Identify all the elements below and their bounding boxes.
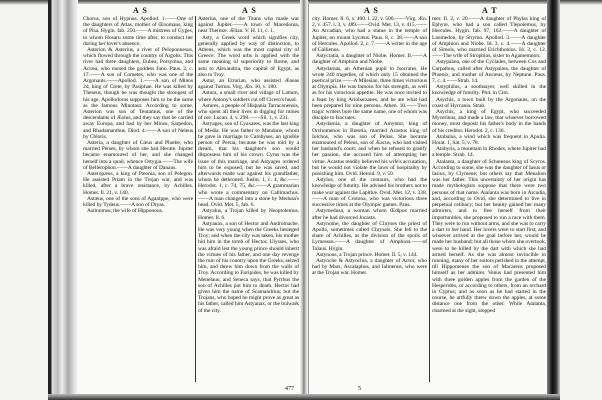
dictionary-entry: Chorus, son of Hypnus. Apollod. 1.——One of the daughters of Atlas, mother of Œnomaus, king of Pisa. Hygin. fab. 250.——A mistress of Gyges, to whom Hosaru some time after, to conduct her during her lover's absence. [83,16,193,47]
dictionary-entry: Atabyris, a mountain in Rhodes, where Jupiter had a temple. Strab. 14. [432,146,546,159]
left-page-header-2: A S [242,6,257,15]
dictionary-entry: Astycratia, a daughter of Niobe. Homer. Il.——A daughter of Amphion and Niobe. [312,53,427,66]
dictionary-entry: Astylus, one of the centaurs, who had the knowledge of futurity. He advised his brothers not to make war against the Lapithæ. Ovid. Met. 12, v. 338.——A man of Crotona, who was victorious three successive times at the Olympic games. Paus. [312,177,427,209]
dictionary-entry: Astura, a small river and village of Latium, where Antony's soldiers cut off Cicero's head. [198,90,299,103]
right-page-header-2: A T [482,6,498,15]
book-bottom-edge [48,394,560,400]
right-page-header-1: A S [364,6,379,15]
dictionary-entry: Astyphilus, a soothsayer, well skilled in the knowledge of futurity. Plut. in Cim. [432,84,546,97]
dictionary-entry: Astydamas, an Athenian pupil to Isocrates. He wrote 240 tragedies, of which only 15 obtained the poetical prize.——A Milesian, three times victorious at Olympia. He was famous for his strength, as well as for his voracious appetite. He was once invited to a feast by king Ariobarzanes, and he ate what had been prepared for nine persons. Athen. 10.——Two tragic writers bore the same name, one of whom was disciple to Isocrates. [312,65,427,122]
dictionary-entry: Astydamia, a daughter of Amyntor, king of Orchomenos in Bœotia, married Acastus king of Iolchos, who was son of Pelias. She became enamoured of Peleus, son of Æacus, who had visited her husband's court; and when he refused to gratify her passion, she accused him of attempting her virtue. Acastus readily believed his wife's accusation, but he would not violate the laws of hospitality by punishing him. Ovid. Heroid. 9, v. 50. [312,121,427,178]
dictionary-entry: Astymedusa, a woman whom Œdipus married after he had divorced Jocasta. [312,208,427,221]
dictionary-entry: Astyages, son of Cyaxares, was the last king of Media. He was father to Mandane, whom he gave in marriage to Cambyses, an ignoble person of Persia, because he was told by a dream, that his daughter's son would dispossess him of his crown. Cyrus was the issue of this marriage, and Astyages ordered him to be exposed, but he was saved, and afterwards made war against his grandfather, whom he dethroned. Justin. 1, c. 4, &c.——Herodot. 1, c. 74, 75, &c.——A grammarian who wrote a commentary on Callimachus.——A man changed into a stone by Medusa's head. Ovid. Met. 5, fab. 6. [198,121,299,209]
left-page-column-2 [198,16,299,314]
dictionary-entry: Asteria, a daughter of Cœus and Phœbe, who married Perses, by whom she had Hecate. Jupiter became enamoured of her, and she changed herself into a quail, whence Ortygia.——The wife of Bellerophon.——A daughter of Danaus. [83,140,193,171]
dictionary-entry: Astypalæa, one of the Cyclades, between Cos and Carpathus, called after Astypalæa, the daughter of Phœnix, and mother of Ancæus, by Neptune. Paus. 7, c. 4.——Strab. 14. [432,59,546,85]
book-right-edge [547,0,560,400]
column-divider [429,16,430,382]
right-page-column-1 [312,16,427,277]
dictionary-entry: Astyanax, a son of Hector and Andromache. He was very young when the Greeks besieged Troy; and when the city was taken, his mother hid him in the tomb of Hector. Ulysses, who was afraid lest the young prince should inherit the virtues of his father, and one day revenge the ruin of his country upon the Greeks, seized him, and threw him down from the walls of Troy. According to Euripides, he was killed by Menelaus; and Seneca says, that Pyrrhus the son of Achilles put him to death. Hector had given him the name of Scamandrius; but the Trojans, who hoped he might prove as great as his father, called him Astyanax, or the bulwark of the city. [198,220,299,314]
left-page-header-1: A S [133,6,148,15]
dictionary-entry: Astæus, one of the sons of Aganippe, who were killed by Tydeus.——A son of Dryas. [83,195,193,209]
dictionary-entry: Astyoche & Astyochia, a daughter of Actor, who had by Mars, Ascalaphus, and Ialmenus, who were at the Trojan war. Homer. [312,257,427,277]
dictionary-entry: Astur, an Etrurian, who assisted Æneas against Turnus. Virg. Æn. 10, v. 180. [198,78,299,91]
left-page-column-1 [83,16,193,215]
dictionary-entry: Asychis, a town built by the Argonauts, on the coast of Hyrcania. Strab. [432,96,546,109]
dictionary-entry: Asterius, one of the Titans who made war against Jupiter.——A town of Macedonia, near Thermæ. Ælian. V. H. 11, c. 1. [198,16,299,35]
dictionary-entry: Astinomus, the wife of Hipponous. [87,208,163,215]
left-page-catchword: 477 [285,386,294,392]
dictionary-entry: Atabulus, a wind which was frequent in Apulia. Horat. 1, Sat. 5, v. 78. [432,133,546,147]
dictionary-entry: mer. Il. 2, v. 20.——A daughter of Phylas king of Ephyre, who had a son called Tlepolemus, by Hercules. Hygin. fab. 97, 162.——A daughter of Laomedon, by Strymo. Apollod. 3.——A daughter of Amphion and Niobe. Id. 3, c. 4.——A daughter of Simois, who married Erichthonius. Id. 3, c. 12.——The wife of Strophius, sister to Agamemnon. [432,16,546,60]
dictionary-entry: Astyalus, a Trojan killed by Neoptolemus. Homer. Il. 6. [198,208,299,221]
right-page-signature: 5 [358,386,361,392]
column-divider [195,16,196,382]
right-page-column-2 [432,16,546,314]
book-gutter [300,0,308,400]
dictionary-entry: Asterion & Asterius, a river of Peloponnesus, which flowed through the country of Argolis. This river had three daughters, Eubea, Porsymna, and Acræa, who nursed the goddess Juno. Paus. 2, c. 17.——A son of Cometes, who was one of the Argonauts.——Apollod. 1.——A son of Minos 2d, king of Crete, by Pasiphae. He was killed by Theseus, though he was thought the strongest of his age. Apollodorus supposes him to be the same as the famous Minotaur. According to some, Asterion was son of Teutamus, one of the descendants of Æolus, and they say that he carried away Europa, and had by her Minos, Sarpedon, and Rhadamanthus. Diod. 4.——A son of Neleus by Chloris. [83,47,193,140]
dictionary-entry: Astynome, the daughter of Chryses the priest of Apollo, sometimes called Chryseis. She fell to the share of Achilles, at the division of the spoils of Lyrnessus.——A daughter of Amphion.——of Talaus. Hygin. [312,220,427,252]
dictionary-entry: Astynous, a Trojan prince. Homer. Il. 5, v. 144. [316,251,418,258]
dictionary-entry: Atalanta, a daughter of Schœneus king of Scyros. According to some, she was the daughter of Iasus or Iasius, by Clymene; but others say that Menalion was her father. This uncertainty of her origin has made mythologists suppose that there were two persons of that name. Atalanta was born in Arcadia, and, according to Ovid, she determined to live in perpetual celibacy; but her beauty gained her many admirers, and to free herself from their importunities, she proposed to run a race with them. They were to run without arms, and she was to carry a dart in her hand. Her lovers were to start first, and whoever arrived at the goal before her, would be made her husband; but all those whom she overtook, were to be killed by the dart with which she had armed herself. As she was almost invincible in running, many of her suitors perished in the attempt, till Hippomenes the son of Macareus proposed himself as her admirer. Venus had presented him with three golden apples from the garden of the Hesperides, or according to others, from an orchard in Cyprus; and as soon as he had started in the course, he artfully threw down the apples, at some distance one from the other. While Atalanta, charmed at the sight, stopped [432,158,546,314]
dictionary-entry: city. Homer. Il. 6, v. 400. l. 22, v. 500.——Virg. Æn. 2, v. 457. l. 3, v. 489.——Ovid. Met. 13, v. 415.——An Arcadian, who had a statue in the temple of Jupiter, on mount Lycæus. Paus. 8, c. 38.——A son of Hercules. Apollod. 2, c. 7.——A writer in the age of Gallienus. [312,16,427,54]
dictionary-entry: Asteropæus, a king of Pæonia, son of Pelegon. He assisted Priam in the Trojan war, and was killed, after a brave resistance, by Achilles. Homer. Il. 21, v. 140. [83,171,193,196]
dictionary-entry: Asty, a Greek word which signifies city, generally applied by way of distinction, to Athens, which was the most capital city of Greece. The word urbs is applied with the same meaning of superiority to Rome, and astu to Alexandria, the capital of Egypt, as also to Troy. [198,34,299,78]
dictionary-entry: Asychis, a king of Egypt, who succeeded Mycerinus, and made a law, that whoever borrowed money, must deposit his father's body in the hands of his creditor. Herodot. 2, c. 136. [432,109,546,134]
dictionary-entry: Astures, a people of Hispania Tarraconensis, who spent all their lives in digging for mines of ore. Lucan. 4, v. 298.——Sil. 1, v. 231. [198,102,299,122]
book-binding-edge [48,0,78,400]
